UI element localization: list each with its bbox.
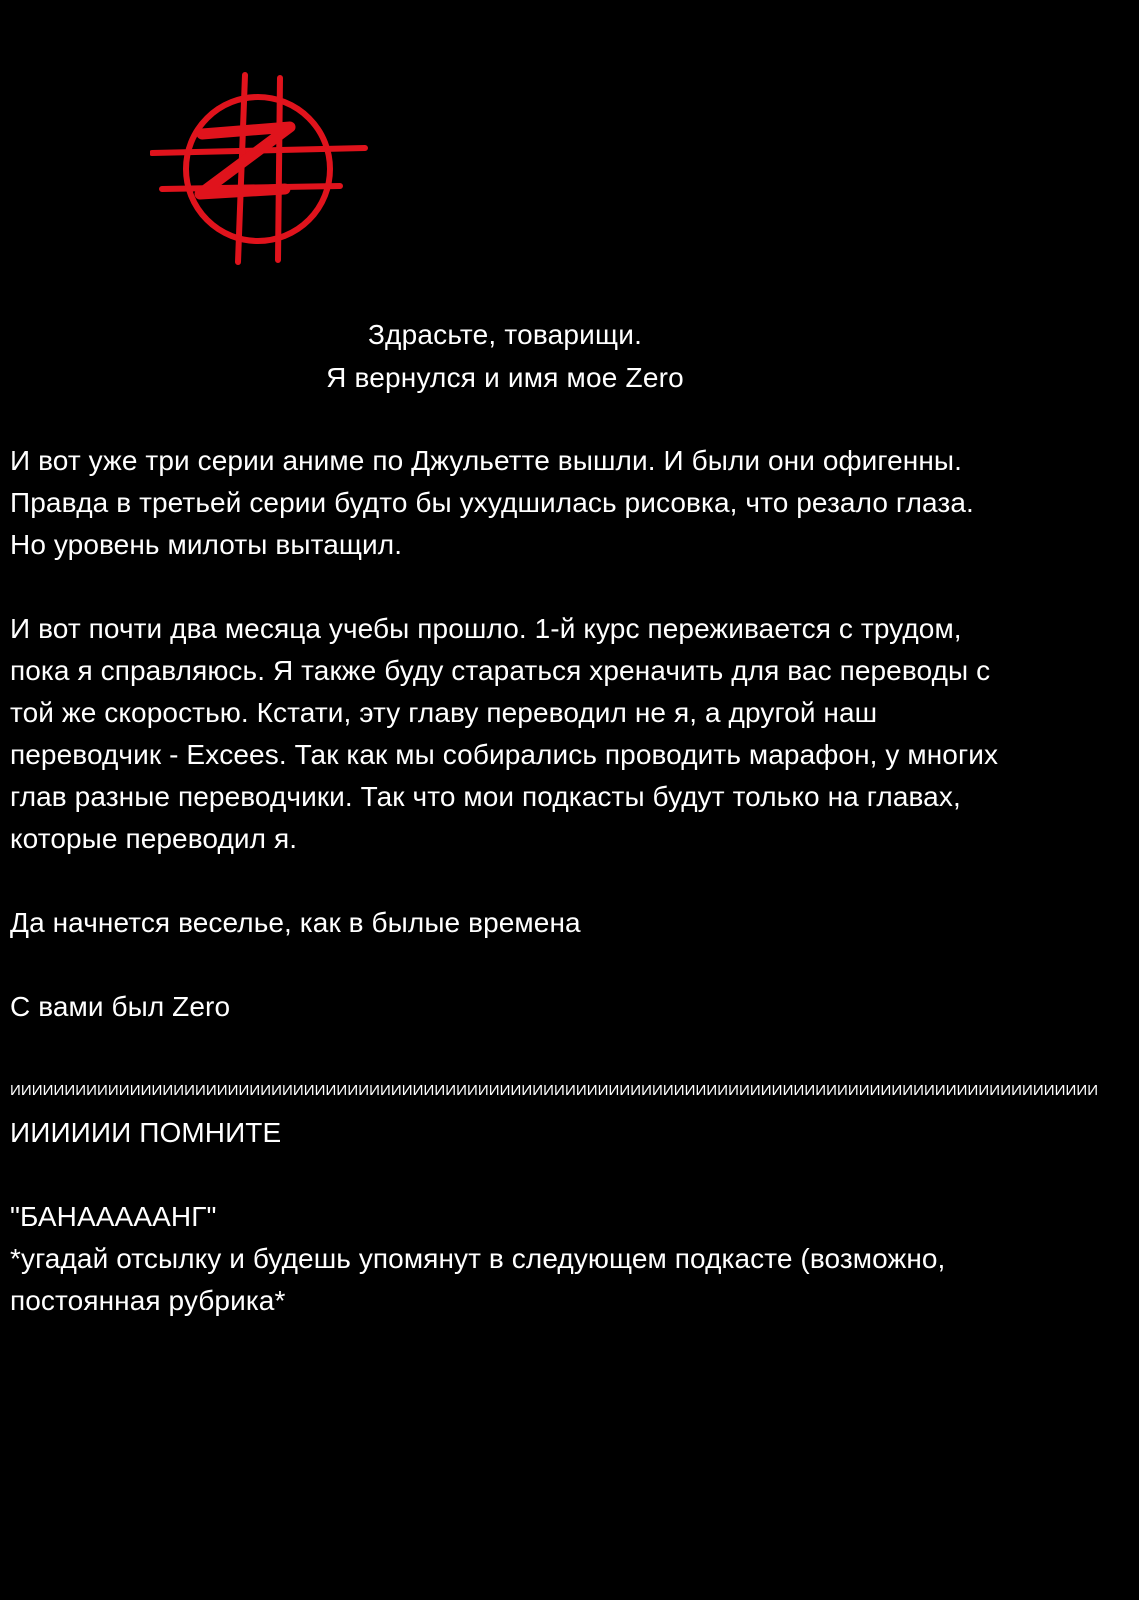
greeting-line-2: Я вернулся и имя мое Zero	[326, 362, 684, 393]
text-line: глав разные переводчики. Так что мои подкасты будут только на главах,	[10, 781, 961, 812]
paragraph-reference-quiz	[10, 1196, 1130, 1322]
paragraph-remember	[10, 1070, 1130, 1154]
text-line: Правда в третьей серии будто бы ухудшилась рисовка, что резало глаза.	[10, 487, 974, 518]
text-line: Да начнется веселье, как в былые времена	[10, 907, 581, 938]
text-line: переводчик - Excees. Так как мы собирались проводить марафон, у многих	[10, 739, 999, 770]
text-line: которые переводил я.	[10, 823, 298, 854]
text-line: той же скоростью. Кстати, эту главу переводил не я, а другой наш	[10, 697, 878, 728]
text-line: ИИИИИИ ПОМНИТЕ	[10, 1117, 282, 1148]
text-line: пока я справляюсь. Я также буду стараться хреначить для вас переводы с	[10, 655, 991, 686]
text-line: постоянная рубрика*	[10, 1285, 286, 1316]
text-line: Но уровень милоты вытащил.	[10, 529, 403, 560]
text-line: ИИИИИИИИИИИИИИИИИИИИИИИИИИИИИИИИИИИИИИИИИИИИИИИИИИИИИИИИИИИИИИИИИИИИИИИИИИИИИИИИИИИИИИИИИИИИИИИИИИИИ	[10, 1082, 1099, 1099]
text-line: *угадай отсылку и будешь упомянут в следующем подкасте (возможно,	[10, 1243, 946, 1274]
paragraph-anime-episodes	[10, 440, 1130, 566]
text-line: С вами был Zero	[10, 991, 231, 1022]
paragraph-fun-begins	[10, 902, 1130, 944]
greeting	[0, 313, 1010, 399]
paragraph-study-and-translators	[10, 608, 1130, 860]
text-line: "БАНАААААНГ"	[10, 1201, 217, 1232]
paragraph-signoff	[10, 986, 1130, 1028]
text-line: И вот уже три серии аниме по Джульетте вышли. И были они офигенны.	[10, 445, 963, 476]
greeting-line-1: Здрасьте, товарищи.	[367, 319, 643, 350]
message-body	[10, 440, 1130, 1322]
text-line: И вот почти два месяца учебы прошло. 1-й курс переживается с трудом,	[10, 613, 962, 644]
red-circle-hash-z-logo-icon	[150, 72, 375, 267]
